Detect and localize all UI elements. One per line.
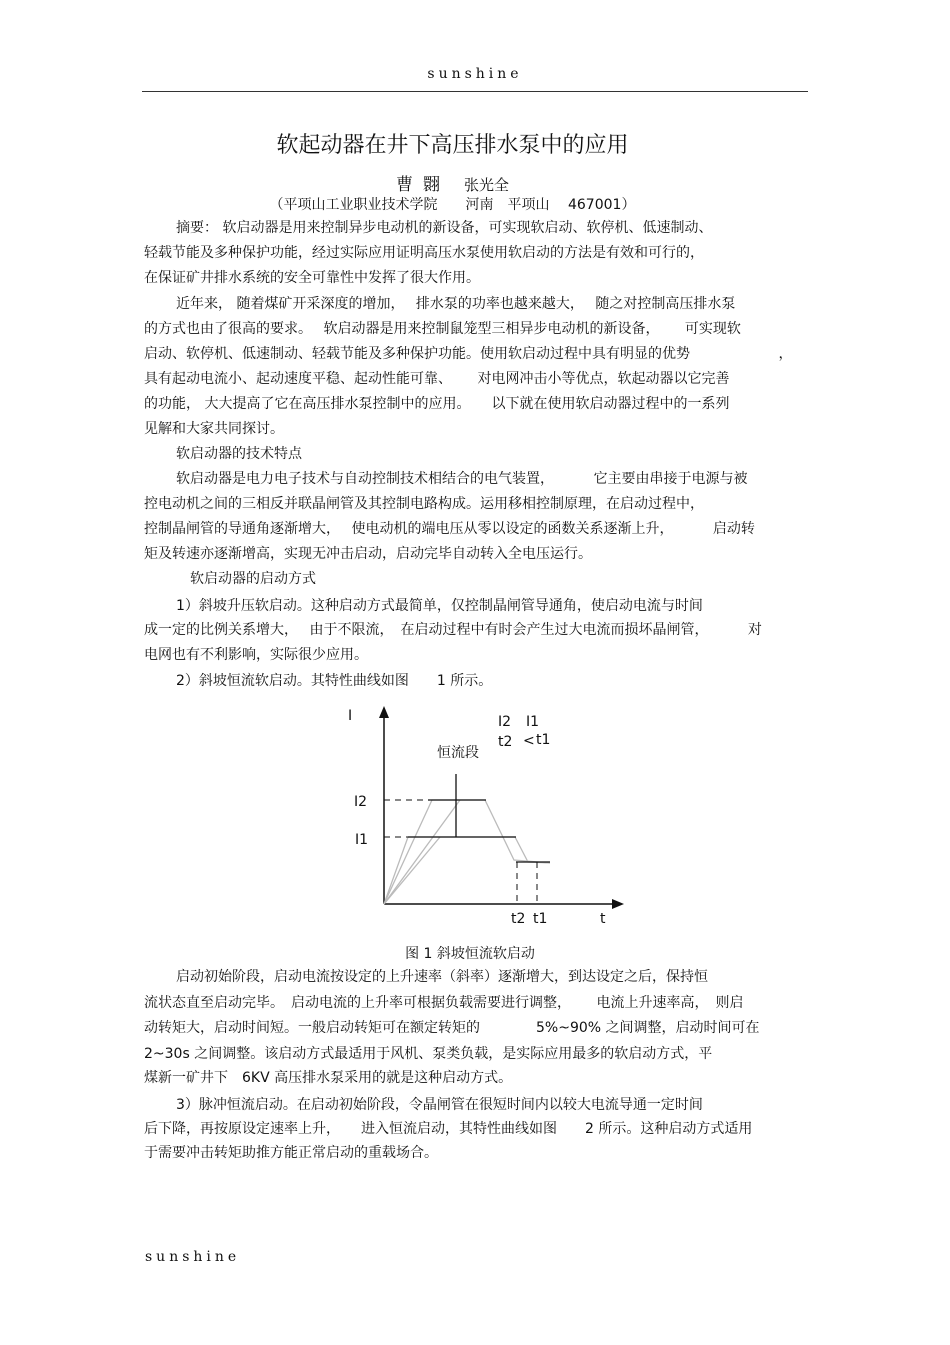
i2-label: I2 [354, 794, 368, 810]
body-line: 控电动机之间的三相反并联晶闸管及其控制电路构成。运用移相控制原理，在启动过程中， [144, 496, 704, 512]
body-line: 电网也有不利影响，实际很少应用。 [144, 647, 368, 663]
constant-segment-label: 恒流段 [437, 745, 479, 761]
ramp-line [384, 837, 440, 904]
figure-1-diagram [340, 700, 640, 940]
curve-i2 [384, 800, 550, 904]
body-line: 2~30s 之间调整。该启动方式最适用于风机、泵类负载，是实际应用最多的软启动方式，平 [144, 1046, 713, 1062]
author-first: 曹翾 [395, 175, 450, 195]
i1-label: I1 [355, 832, 369, 848]
body-line: 启动初始阶段，启动电流按设定的上升速率（斜率）逐渐增大，到达设定之后，保持恒 [176, 969, 708, 985]
condition-current-b: I1 [526, 714, 540, 730]
body-line: 煤新一矿井下 6KV 高压排水泵采用的就是这种启动方式。 [144, 1070, 513, 1086]
paper-title: 软起动器在井下高压排水泵中的应用 [276, 133, 629, 158]
page-footer: sunshine [145, 1249, 241, 1265]
t1-label: t1 [533, 911, 548, 927]
body-line: 于需要冲击转矩助推方能正常启动的重载场合。 [144, 1145, 438, 1161]
body-line: 的功能， 大大提高了它在高压排水泵控制中的应用。 以下就在使用软启动器过程中的一系列 [144, 396, 730, 412]
author-second: 张光全 [463, 176, 509, 194]
page-header: sunshine [427, 66, 523, 82]
body-line: 3）脉冲恒流启动。在启动初始阶段，令晶闸管在很短时间内以较大电流导通一定时间 [176, 1097, 703, 1113]
condition-current-a: I2 [498, 714, 512, 730]
condition-time-a: t2 [498, 734, 513, 750]
body-line: 具有起动电流小、起动速度平稳、起动性能可靠、 对电网冲击小等优点，软起动器以它完善 [144, 371, 730, 387]
x-axis-label: t [600, 911, 606, 927]
body-line: 控制晶闸管的导通角逐渐增大， 使电动机的端电压从零以设定的函数关系逐渐上升， 启动转 [144, 521, 755, 537]
affiliation: （平项山工业职业技术学院 河南 平项山 467001） [269, 197, 636, 213]
body-line: 流状态直至启动完毕。 启动电流的上升率可根据负载需要进行调整， 电流上升速率高， 则启 [144, 995, 744, 1011]
body-line: 启动、软停机、低速制动、轻载节能及多种保护功能。使用软启动过程中具有明显的优势 ， [144, 346, 793, 362]
authors [0, 170, 905, 195]
ramp-line [384, 800, 460, 904]
body-line: 1）斜坡升压软启动。这种启动方式最简单，仅控制晶闸管导通角，使启动电流与时间 [176, 598, 703, 614]
x-axis-arrow-icon [612, 899, 624, 909]
body-line: 近年来， 随着煤矿开采深度的增加， 排水泵的功率也越来越大， 随之对控制高压排水泵 [176, 296, 736, 312]
abstract-line: 在保证矿井排水系统的安全可靠性中发挥了很大作用。 [144, 270, 480, 286]
body-line: 软启动器是电力电子技术与自动控制技术相结合的电气装置， 它主要由串接于电源与被 [176, 471, 748, 487]
body-line: 后下降，再按原设定速率上升， 进入恒流启动，其特性曲线如图 2 所示。这种启动方式适用 [144, 1121, 753, 1137]
body-line: 成一定的比例关系增大， 由于不限流， 在启动过程中有时会产生过大电流而损坏晶闸管， 对 [144, 622, 762, 638]
body-line: 矩及转速亦逐渐增高，实现无冲击启动，启动完毕自动转入全电压运行。 [144, 546, 592, 562]
section-heading: 软启动器的启动方式 [176, 571, 316, 587]
body-line: 2）斜坡恒流软启动。其特性曲线如图 1 所示。 [176, 673, 493, 689]
body-line: 见解和大家共同探讨。 [144, 421, 284, 437]
y-axis-arrow-icon [379, 706, 389, 718]
body-line: 动转矩大，启动时间短。一般启动转矩可在额定转矩的 5%~90% 之间调整，启动时间可在 [144, 1020, 760, 1036]
header-rule [142, 91, 808, 92]
body-line: 的方式也由了很高的要求。 软启动器是用来控制鼠笼型三相异步电动机的新设备， 可实现软 [144, 321, 741, 337]
t2-label: t2 [511, 911, 526, 927]
condition-time-symbol: < [523, 733, 535, 749]
figure-caption: 图 1 斜坡恒流软启动 [405, 946, 535, 962]
abstract-line: 摘要： 软启动器是用来控制异步电动机的新设备，可实现软启动、软停机、低速制动、 [176, 220, 713, 236]
condition-time-b: t1 [536, 732, 551, 748]
section-heading: 软启动器的技术特点 [176, 446, 302, 462]
abstract-line: 轻载节能及多种保护功能，经过实际应用证明高压水泵使用软启动的方法是有效和可行的， [144, 245, 704, 261]
y-axis-label: I [348, 708, 353, 724]
